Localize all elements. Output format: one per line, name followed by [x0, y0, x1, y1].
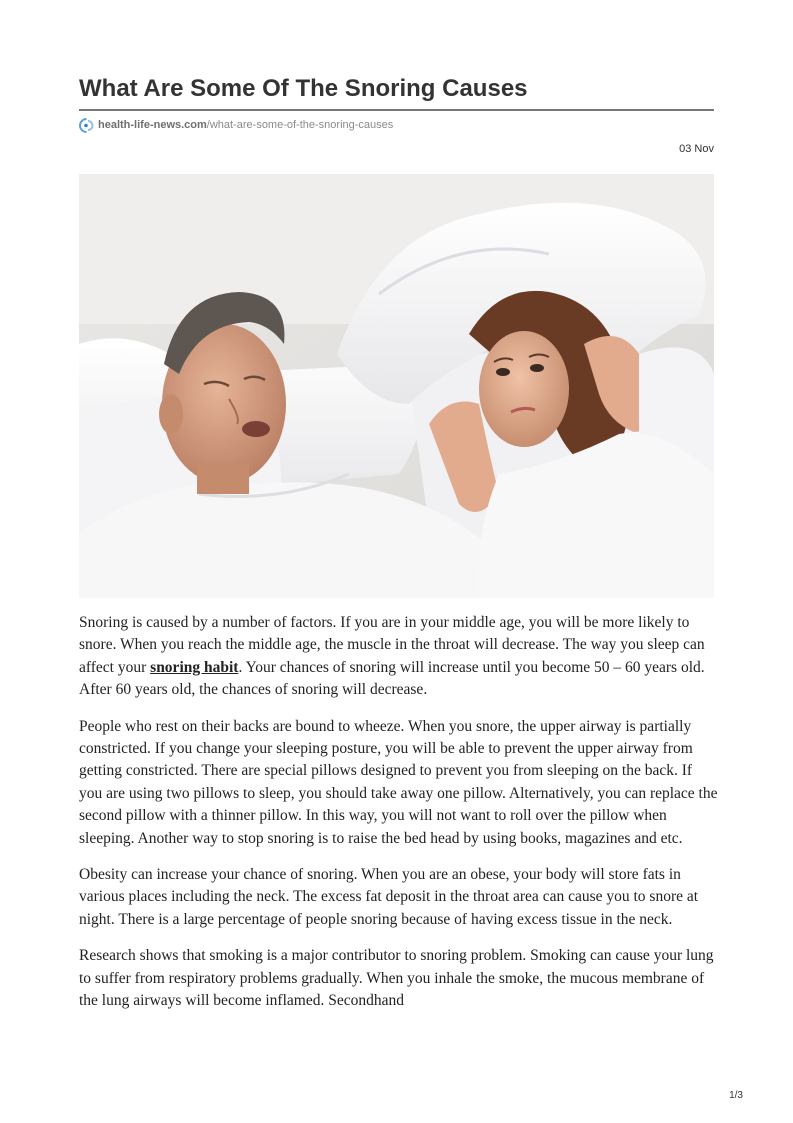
snoring-habit-link[interactable]: snoring habit: [150, 658, 239, 676]
source-path[interactable]: /what-are-some-of-the-snoring-causes: [206, 119, 394, 131]
article-photo: [79, 174, 714, 598]
site-favicon-icon: [79, 118, 94, 133]
paragraph: Obesity can increase your chance of snoring. When you are an obese, your body will store fats in various places including the neck. The excess fat deposit in the throat area can cause you to snore at night. There is a large percentage of people snoring because of having excess tissue in the neck.: [79, 866, 699, 928]
paragraph: [79, 612, 719, 702]
title-divider: [79, 109, 714, 111]
publish-date: 03 Nov: [679, 143, 714, 155]
paragraph-text: Snoring is caused by a number of factors. If you are in your middle age, you will be more likely to snore. When you reach the middle age, the muscle in the throat will decrease. The way you sleep can affect your: [79, 614, 705, 676]
source-domain[interactable]: health-life-news.com: [98, 119, 207, 131]
paragraph: People who rest on their backs are bound to wheeze. When you snore, the upper airway is partially constricted. If you change your sleeping posture, you will be able to prevent the upper airway from getting constricted. There are special pillows designed to prevent you from sleeping on the back. If you are using two pillows to sleep, you should take away one pillow. Alternatively, you can replace the second pillow with a thinner pillow. In this way, you will not want to roll over the pillow when sleeping. Another way to stop snoring is to raise the bed head by using books, magazines and etc.: [79, 717, 718, 847]
source-link[interactable]: [79, 117, 393, 133]
article-title: What Are Some Of The Snoring Causes: [79, 75, 528, 102]
paragraph-text: . Your chances of snoring will increase until you become 50 – 60 years old. After 60 years old, the chances of snoring will decrease.: [79, 658, 705, 699]
page-number: 1/3: [729, 1090, 743, 1101]
paragraph: Research shows that smoking is a major contributor to snoring problem. Smoking can cause your lung to suffer from respiratory problems gradually. When you inhale the smoke, the mucous membrane of the lung airways will become inflamed. Secondhand: [79, 947, 714, 1010]
article-body: [79, 612, 719, 1027]
